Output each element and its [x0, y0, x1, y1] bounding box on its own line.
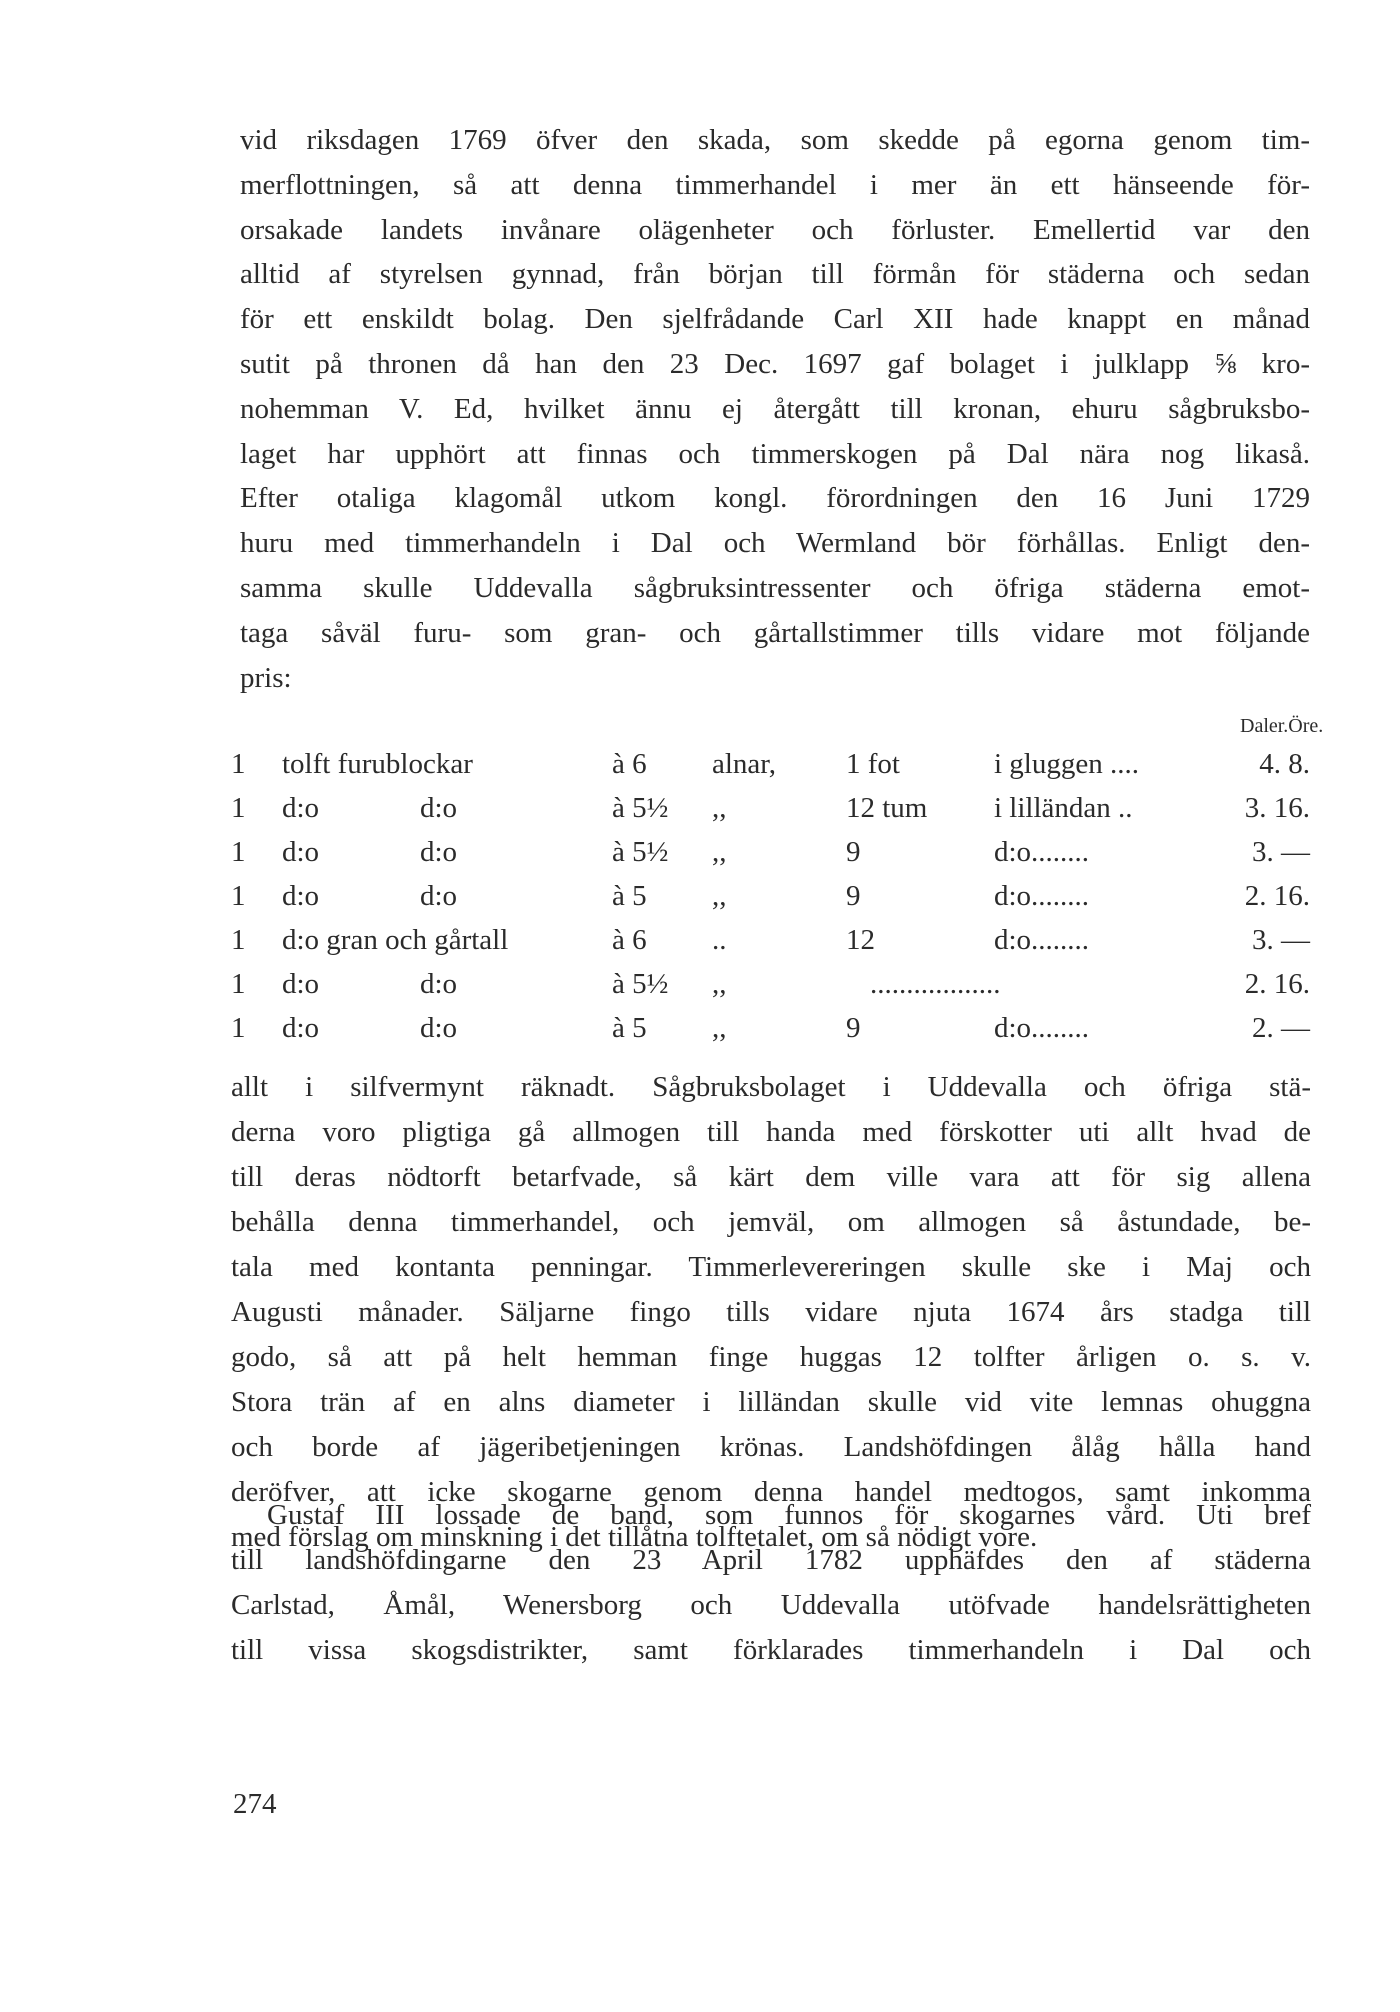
text-line: Stora trän af en alns diameter i lilländan skulle vid vite lemnas ohuggna — [231, 1386, 1311, 1418]
measure-cell: 1 fot — [846, 748, 900, 780]
table-row — [0, 1012, 1400, 1056]
table-row — [0, 880, 1400, 924]
price-cell: 3. — — [1252, 836, 1310, 868]
text-line: pris: — [240, 661, 292, 694]
length-cell: à 6 — [612, 748, 647, 780]
length-cell: à 5½ — [612, 836, 669, 868]
item-ditto-cell: d:o — [420, 1012, 458, 1044]
qty-cell: 1 — [231, 968, 246, 1000]
item-ditto-cell: d:o — [420, 792, 458, 824]
table-row — [0, 792, 1400, 836]
text-line: orsakade landets invånare olägenheter och förluster. Emellertid var den — [240, 213, 1310, 246]
measure-cell: .................. — [870, 968, 1001, 1000]
text-line: derna voro pligtiga gå allmogen till handa med förskotter uti allt hvad de — [231, 1116, 1311, 1148]
text-line: Carlstad, Åmål, Wenersborg och Uddevalla utöfvade handelsrättigheten — [231, 1589, 1311, 1621]
unit-cell: alnar, — [712, 748, 777, 780]
unit-cell: ,, — [712, 1012, 727, 1044]
unit-cell: ,, — [712, 792, 727, 824]
item-cell: d:o — [282, 836, 320, 868]
text-line: allt i silfvermynt räknadt. Sågbruksbolaget i Uddevalla och öfriga stä- — [231, 1071, 1311, 1103]
desc-cell: i lilländan .. — [994, 792, 1133, 824]
item-cell: tolft furublockar — [282, 748, 473, 780]
measure-cell: 9 — [846, 1012, 861, 1044]
text-line: för ett enskildt bolag. Den sjelfrådande Carl XII hade knappt en månad — [240, 303, 1310, 336]
item-cell: d:o — [282, 792, 320, 824]
page-number: 274 — [233, 1788, 277, 1820]
length-cell: à 5½ — [612, 968, 669, 1000]
table-row — [0, 968, 1400, 1012]
unit-cell: ,, — [712, 836, 727, 868]
text-line: Efter otaliga klagomål utkom kongl. förordningen den 16 Juni 1729 — [240, 482, 1310, 515]
measure-cell: 9 — [846, 836, 861, 868]
length-cell: à 5 — [612, 880, 647, 912]
measure-cell: 9 — [846, 880, 861, 912]
qty-cell: 1 — [231, 748, 246, 780]
desc-cell: d:o........ — [994, 1012, 1090, 1044]
item-cell: d:o — [282, 1012, 320, 1044]
qty-cell: 1 — [231, 792, 246, 824]
unit-cell: .. — [712, 924, 727, 956]
length-cell: à 6 — [612, 924, 647, 956]
price-cell: 4. 8. — [1259, 748, 1310, 780]
length-cell: à 5½ — [612, 792, 669, 824]
item-cell: d:o gran och gårtall — [282, 924, 509, 956]
table-row — [0, 924, 1400, 968]
text-line: tala med kontanta penningar. Timmerlevereringen skulle ske i Maj och — [231, 1251, 1311, 1283]
table-row — [0, 836, 1400, 880]
text-line: vid riksdagen 1769 öfver den skada, som skedde på egorna genom tim- — [240, 124, 1310, 156]
price-cell: 2. 16. — [1244, 880, 1310, 912]
text-line: och borde af jägeribetjeningen krönas. Landshöfdingen ålåg hålla hand — [231, 1431, 1311, 1463]
length-cell: à 5 — [612, 1012, 647, 1044]
text-line: alltid af styrelsen gynnad, från början till förmån för städerna och sedan — [240, 258, 1310, 291]
qty-cell: 1 — [231, 1012, 246, 1044]
text-line: Gustaf III lossade de band, som funnos för skogarnes vård. Uti bref — [267, 1499, 1311, 1531]
text-line: med förslag om minskning i det tillåtna tolftetalet, om så nödigt vore. — [231, 1521, 1038, 1553]
price-cell: 3. — — [1252, 924, 1310, 956]
text-line: nohemman V. Ed, hvilket ännu ej återgått till kronan, ehuru sågbruksbo- — [240, 392, 1310, 425]
text-line: merflottningen, så att denna timmerhandel i mer än ett hänseende för- — [240, 168, 1310, 201]
qty-cell: 1 — [231, 880, 246, 912]
desc-cell: d:o........ — [994, 924, 1090, 956]
paragraph-3 — [231, 1493, 1311, 1673]
unit-cell: ,, — [712, 880, 727, 912]
text-line: Augusti månader. Säljarne fingo tills vidare njuta 1674 års stadga till — [231, 1296, 1311, 1328]
price-cell: 2. — — [1252, 1012, 1310, 1044]
item-cell: d:o — [282, 968, 320, 1000]
text-line: huru med timmerhandeln i Dal och Wermland bör förhållas. Enligt den- — [240, 527, 1310, 560]
paragraph-1 — [240, 118, 1310, 700]
text-line: laget har upphört att finnas och timmerskogen på Dal nära nog likaså. — [240, 437, 1310, 470]
text-line: sutit på thronen då han den 23 Dec. 1697 gaf bolaget i julklapp ⅝ kro- — [240, 347, 1310, 380]
desc-cell: i gluggen .... — [994, 748, 1139, 780]
desc-cell: d:o........ — [994, 836, 1090, 868]
measure-cell: 12 — [846, 924, 875, 956]
text-line: samma skulle Uddevalla sågbruksintressenter och öfriga städerna emot- — [240, 571, 1310, 604]
table-row — [0, 748, 1400, 792]
text-line: godo, så att på helt hemman finge huggas 12 tolfter årligen o. s. v. — [231, 1341, 1311, 1373]
desc-cell: d:o........ — [994, 880, 1090, 912]
price-cell: 2. 16. — [1244, 968, 1310, 1000]
item-ditto-cell: d:o — [420, 836, 458, 868]
text-line: till vissa skogsdistrikter, samt förklarades timmerhandeln i Dal och — [231, 1634, 1311, 1666]
price-cell: 3. 16. — [1244, 792, 1310, 824]
qty-cell: 1 — [231, 924, 246, 956]
text-line: behålla denna timmerhandel, och jemväl, om allmogen så åstundade, be- — [231, 1206, 1311, 1238]
text-line: till landshöfdingarne den 23 April 1782 upphäfdes den af städerna — [231, 1544, 1311, 1576]
item-ditto-cell: d:o — [420, 880, 458, 912]
text-line: till deras nödtorft betarfvade, så kärt dem ville vara att för sig allena — [231, 1161, 1311, 1193]
item-ditto-cell: d:o — [420, 968, 458, 1000]
price-unit-header: Daler.Öre. — [1240, 715, 1324, 737]
measure-cell: 12 tum — [846, 792, 928, 824]
text-line: taga såväl furu- som gran- och gårtallstimmer tills vidare mot följande — [240, 616, 1310, 649]
paragraph-2 — [231, 1065, 1311, 1560]
unit-cell: ,, — [712, 968, 727, 1000]
qty-cell: 1 — [231, 836, 246, 868]
item-cell: d:o — [282, 880, 320, 912]
text-line: deröfver, att icke skogarne genom denna handel medtogos, samt inkomma — [231, 1476, 1311, 1508]
